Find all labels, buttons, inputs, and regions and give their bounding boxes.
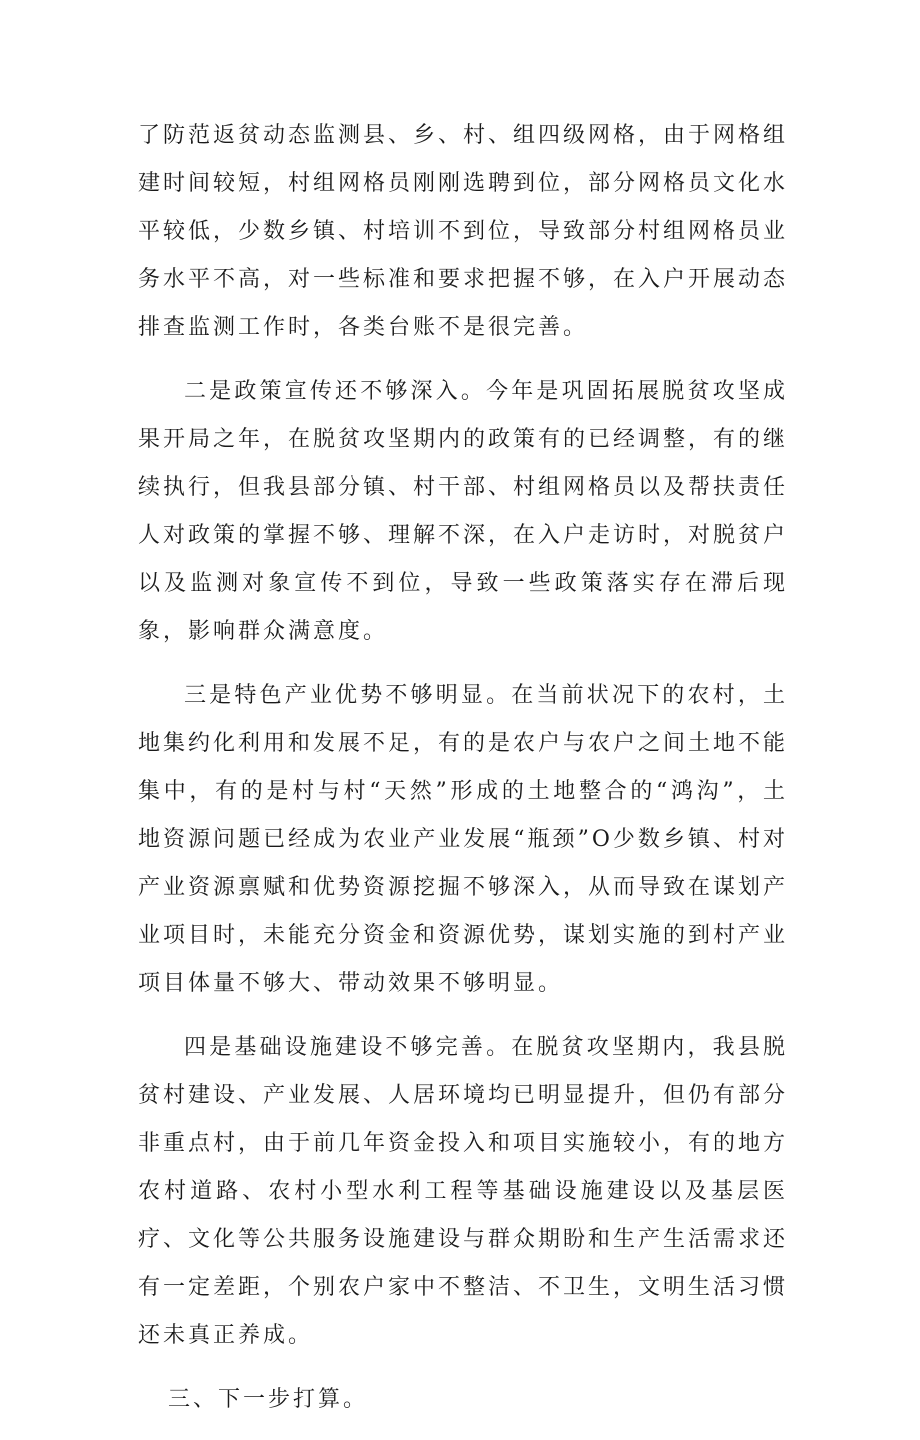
section-heading-next-steps: 三、下一步打算。	[168, 1387, 369, 1412]
paragraph-continuation: 了防范返贫动态监测县、乡、村、组四级网格，由于网格组建时间较短，村组网格员刚刚选聘到位，部分网格员文化水平较低，少数乡镇、村培训不到位，导致部分村组网格员业务水平不高，对一些标准和要求把握不够，在入户开展动态排查监测工作时，各类台账不是很完善。	[138, 123, 789, 340]
paragraph-infrastructure: 四是基础设施建设不够完善。在脱贫攻坚期内，我县脱贫村建设、产业发展、人居环境均已明显提升，但仍有部分非重点村，由于前几年资金投入和项目实施较小，有的地方农村道路、农村小型水利工程等基础设施建设以及基层医疗、文化等公共服务设施建设与群众期盼和生产生活需求还有一定差距，个别农户家中不整洁、不卫生，文明生活习惯还未真正养成。	[138, 1035, 789, 1348]
paragraph-industry-advantage: 三是特色产业优势不够明显。在当前状况下的农村，土地集约化利用和发展不足，有的是农户与农户之间土地不能集中，有的是村与村“天然”形成的土地整合的“鸿沟”，土地资源问题已经成为农业产业发展“瓶颈”O少数乡镇、村对产业资源禀赋和优势资源挖掘不够深入，从而导致在谋划产业项目时，未能充分资金和资源优势，谋划实施的到村产业项目体量不够大、带动效果不够明显。	[138, 683, 789, 996]
document-body	[138, 112, 788, 1440]
paragraph-policy-publicity: 二是政策宣传还不够深入。今年是巩固拓展脱贫攻坚成果开局之年，在脱贫攻坚期内的政策有的已经调整，有的继续执行，但我县部分镇、村干部、村组网格员以及帮扶责任人对政策的掌握不够、理解不深，在入户走访时，对脱贫户以及监测对象宣传不到位，导致一些政策落实存在滞后现象，影响群众满意度。	[138, 379, 789, 644]
